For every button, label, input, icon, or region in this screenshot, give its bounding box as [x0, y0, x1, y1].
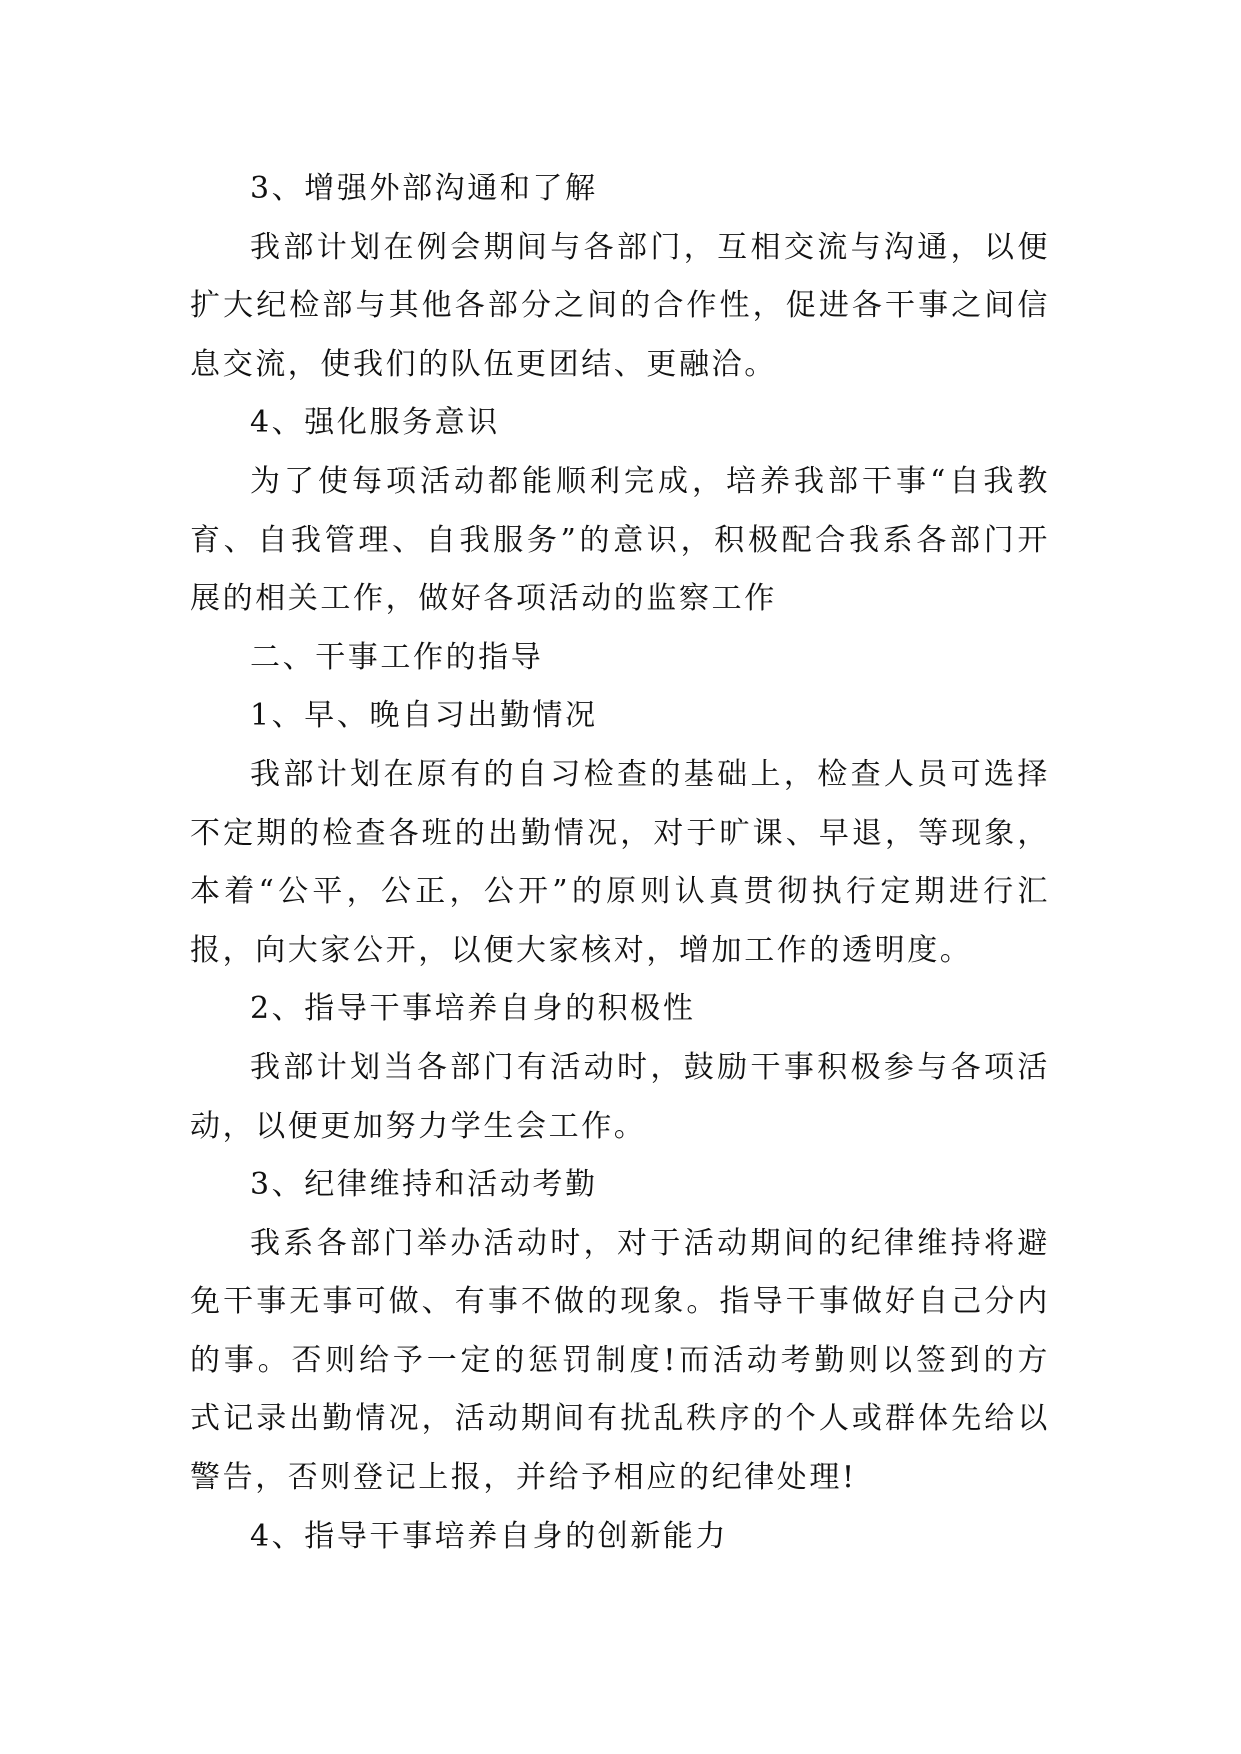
heading-attendance: 1、早、晚自习出勤情况 [250, 698, 598, 734]
heading-discipline: 3、纪律维持和活动考勤 [250, 1167, 598, 1203]
paragraph-communication-plan: 我部计划在例会期间与各部门，互相交流与沟通，以便扩大纪检部与其他各部分之间的合作性，促进各干事之间信息交流，使我们的队伍更团结、更融洽。 [190, 229, 1050, 382]
heading-external-communication: 3、增强外部沟通和了解 [250, 171, 598, 206]
heading-innovation: 4、指导干事培养自身的创新能力 [250, 1518, 729, 1554]
paragraph-enthusiasm: 我部计划当各部门有活动时，鼓励干事积极参与各项活动，以便更加努力学生会工作。 [190, 1049, 1050, 1144]
heading-staff-guidance: 二、干事工作的指导 [250, 639, 544, 675]
paragraph-attendance: 我部计划在原有的自习检查的基础上，检查人员可选择不定期的检查各班的出勤情况，对于旷课、早退，等现象，本着“公平，公正，公开”的原则认真贯彻执行定期进行汇报，向大家公开，以便大家核对，增加工作的透明度。 [190, 756, 1050, 968]
paragraph-service-awareness: 为了使每项活动都能顺利完成，培养我部干事“自我教育、自我管理、自我服务”的意识，积极配合我系各部门开展的相关工作，做好各项活动的监察工作 [190, 463, 1050, 617]
heading-service-awareness: 4、强化服务意识 [250, 405, 500, 441]
paragraph-discipline: 我系各部门举办活动时，对于活动期间的纪律维持将避免干事无事可做、有事不做的现象。指导干事做好自己分内的事。否则给予一定的惩罚制度!而活动考勤则以签到的方式记录出勤情况，活动期间有扰乱秩序的个人或群体先给以警告，否则登记上报，并给予相应的纪律处理! [190, 1225, 1050, 1496]
document-body [190, 160, 1050, 1566]
heading-enthusiasm: 2、指导干事培养自身的积极性 [250, 991, 696, 1027]
